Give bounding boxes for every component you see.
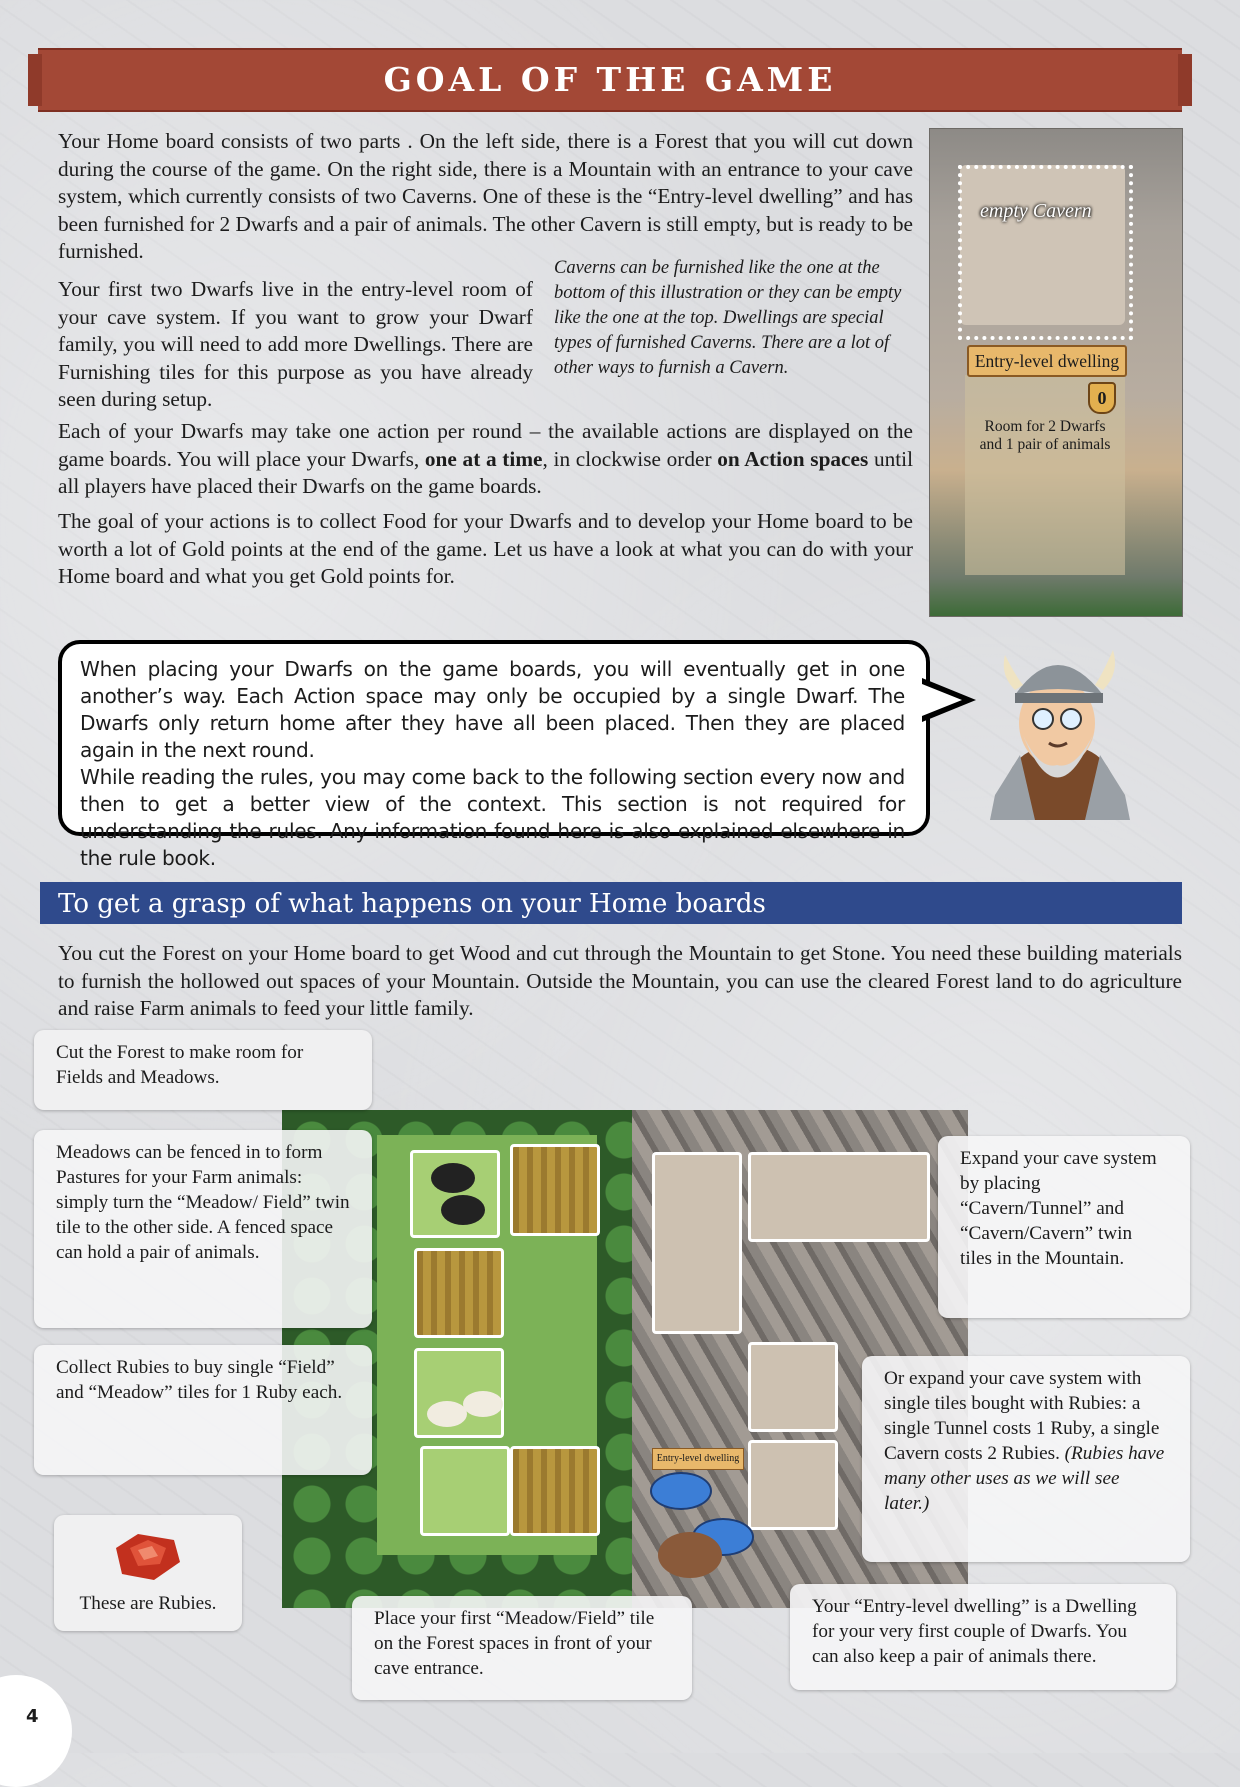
speech-bubble-tail-inner bbox=[922, 684, 962, 716]
callout-expand: Expand your cave system by placing “Cavern/Tunnel” and “Cavern/Cavern” twin tiles in the Mountain. bbox=[938, 1136, 1190, 1318]
room-capacity-label: Room for 2 Dwarfs and 1 pair of animals bbox=[979, 418, 1111, 453]
expand-single-note: (Rubies have many other uses as we will see later.) bbox=[884, 1443, 1165, 1514]
callout-entry: Your “Entry-level dwelling” is a Dwelling for your very first couple of Dwarfs. You can also keep a pair of animals there. bbox=[790, 1584, 1176, 1690]
callout-forest: Cut the Forest to make room for Fields and Meadows. bbox=[34, 1030, 372, 1110]
intro-paragraph-4: The goal of your actions is to collect Food for your Dwarfs and to develop your Home board to be worth a lot of Gold points at the end of the game. Let us have a look at what you can do with your Home board and what you get Gold points for. bbox=[58, 509, 913, 588]
field-tile bbox=[414, 1248, 504, 1338]
speech-line-1: When placing your Dwarfs on the game boards, you will eventually get in one another’s way. Each Action space may only be occupied by a single Dwarf. The Dwarfs only return home after they have all been placed. Then they are placed again in the next round. bbox=[80, 657, 905, 762]
entry-dwelling-label: Entry-level dwelling bbox=[967, 345, 1127, 377]
page-title: GOAL OF THE GAME bbox=[383, 60, 837, 99]
sheep-animal bbox=[427, 1401, 467, 1427]
expand-single-text: Or expand your cave system with single tiles bought with Rubies: a single Tunnel costs 1 Ruby, a single Cavern costs 2 Rubies. bbox=[884, 1368, 1160, 1464]
callout-expand-single bbox=[862, 1356, 1190, 1562]
section-intro: You cut the Forest on your Home board to get Wood and cut through the Mountain to get Stone. You need these building materials to furnish the hollowed out spaces of your Mountain. Outside the Mountain, you can use the cleared Forest land to do agriculture and raise Farm animals to feed your little family. bbox=[58, 941, 1182, 1020]
field-tile bbox=[510, 1446, 600, 1536]
section-title: To get a grasp of what happens on your Home boards bbox=[58, 889, 766, 919]
dwarf-token bbox=[650, 1472, 712, 1510]
single-tunnel-tile bbox=[748, 1342, 838, 1432]
callout-place-first: Place your first “Meadow/Field” tile on the Forest spaces in front of your cave entrance. bbox=[352, 1596, 692, 1700]
empty-cavern-outline bbox=[958, 165, 1133, 340]
cavern-tunnel-tile bbox=[652, 1152, 742, 1334]
dwarf-portrait bbox=[975, 635, 1145, 820]
meadow-tile bbox=[414, 1348, 504, 1438]
callout-rubies: These are Rubies. bbox=[54, 1515, 242, 1631]
dog-animal bbox=[658, 1532, 722, 1578]
entry-tile-label: Entry-level dwelling bbox=[652, 1448, 744, 1470]
boar-animal bbox=[441, 1195, 485, 1225]
callout-meadows: Meadows can be fenced in to form Pastures for your Farm animals: simply turn the “Meadow/ Field” twin tile to the other side. A fenced space can hold a pair of animals. bbox=[34, 1130, 372, 1328]
intro-paragraph-2: Your first two Dwarfs live in the entry-level room of your cave system. If you want to grow your Dwarf family, you will need to add more Dwellings. There are Furnishing tiles for this purpose as you have already seen during setup. bbox=[58, 277, 533, 411]
speech-line-2: While reading the rules, you may come back to the following section every now and then to get a better view of the context. This section is not required for understanding the rules. Any information found here is also explained elsewhere in the rule book. bbox=[80, 765, 905, 870]
page-number-tab bbox=[0, 1675, 72, 1787]
intro-paragraph-3: Each of your Dwarfs may take one action per round – the available actions are displayed on the game boards. You will place your Dwarfs, one at a time, in clockwise order on Action spaces until all players have placed their Dwarfs on the game boards. bbox=[58, 419, 914, 498]
callout-rubies-buy: Collect Rubies to buy single “Field” and “Meadow” tiles for 1 Ruby each. bbox=[34, 1345, 372, 1475]
caverns-note: Caverns can be furnished like the one at the bottom of this illustration or they can be empty like the one at the top. Dwellings are special types of furnished Caverns. There are a lot of other ways to furnish a Cavern. bbox=[554, 258, 902, 378]
speech-text bbox=[80, 656, 905, 872]
meadow-tile bbox=[420, 1446, 510, 1536]
field-tile bbox=[510, 1144, 600, 1236]
title-banner bbox=[38, 48, 1182, 112]
intro-paragraph-1: Your Home board consists of two parts . On the left side, there is a Forest that you will cut down during the course of the game. On the right side, there is a Mountain with an entrance to your cave system, which currently consists of two Caverns. One of these is the “Entry-level dwelling” and has been furnished for 2 Dwarfs and a pair of animals. The other Cavern is still empty, but is ready to be furnished. bbox=[58, 129, 913, 263]
gold-points-badge: 0 bbox=[1088, 382, 1116, 414]
sheep-animal bbox=[463, 1391, 503, 1417]
boar-animal bbox=[431, 1163, 475, 1193]
pasture-tile bbox=[410, 1150, 500, 1238]
empty-cavern-label: empty Cavern bbox=[980, 200, 1092, 222]
page-number: 4 bbox=[26, 1706, 39, 1727]
ruby-icon bbox=[108, 1530, 184, 1584]
cavern-cavern-tile bbox=[748, 1152, 930, 1242]
single-cavern-tile bbox=[748, 1440, 838, 1530]
